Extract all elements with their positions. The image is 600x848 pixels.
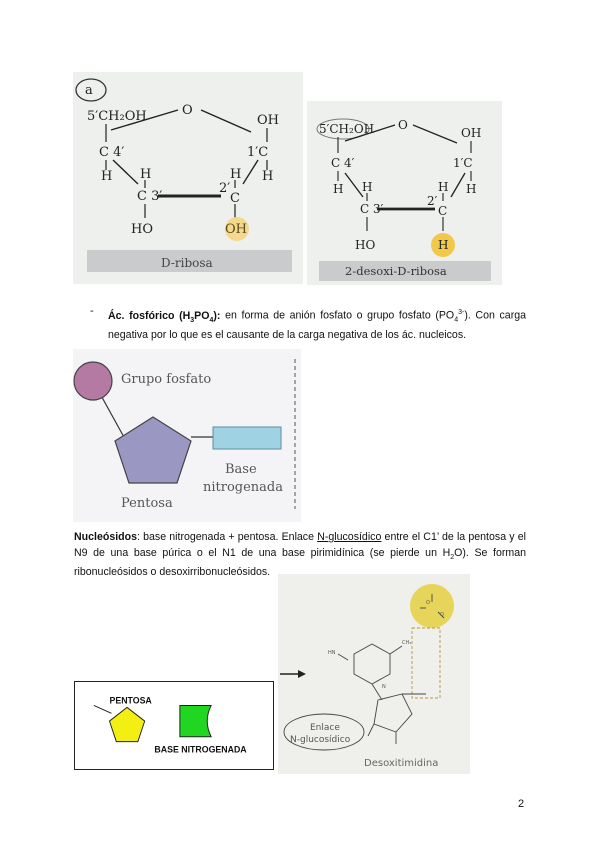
base-rectangle	[213, 427, 281, 449]
h-c3: H	[140, 167, 152, 182]
c4-label: C 4′	[99, 145, 125, 160]
c1-label-deoxy: 1′C	[453, 156, 473, 170]
c4-label-deoxy: C 4′	[331, 156, 355, 170]
h-c1-deoxy: H	[466, 182, 477, 196]
svg-text:O: O	[426, 600, 430, 606]
h-c4: H	[101, 169, 113, 184]
oh-top: OH	[257, 113, 279, 128]
h-c1: H	[262, 169, 274, 184]
ring-oxygen: O	[182, 103, 193, 118]
c2-carbon: C	[230, 191, 240, 206]
svg-text:N: N	[382, 684, 386, 690]
h-c2: H	[230, 167, 242, 182]
deoxythymidine-caption: Desoxitimidina	[364, 758, 439, 769]
c2-label-deoxy: 2′	[427, 194, 438, 208]
figure-legend-box	[74, 681, 274, 770]
deoxyribose-caption: 2-desoxi-D-ribosa	[345, 264, 447, 278]
c2-label: 2′	[219, 181, 231, 196]
base-label-1: Base	[225, 462, 257, 477]
oh-bottom: OH	[225, 222, 247, 237]
page-number: 2	[518, 798, 525, 810]
label-a: a	[85, 83, 93, 98]
phosphate-circle	[74, 362, 112, 400]
ho-label: HO	[131, 222, 153, 237]
c2-carbon-deoxy: C	[438, 204, 448, 218]
svg-text:HN: HN	[328, 650, 336, 656]
ribose-caption: D-ribosa	[161, 256, 213, 270]
svg-text:O: O	[440, 612, 444, 618]
pentose-label: Pentosa	[121, 496, 173, 511]
figure-nucleotide-schema	[73, 349, 301, 522]
oh-top-deoxy: OH	[461, 126, 482, 140]
nucleosides-term: Nucleósidos	[74, 531, 137, 543]
bullet-dash: -	[90, 305, 94, 317]
h-c4-deoxy: H	[333, 182, 344, 196]
phosphoric-paragraph: Ác. fosfórico $(H_3PO_4)$: en forma de anión fosfato o grupo fosfato $(PO_4^{3-})$. Con carga negativa por lo que es el causante de la carga negativa de los ác. nucleicos.	[108, 309, 527, 342]
bond-label-2: N-glucosídico	[290, 735, 351, 745]
pentose-legend-icon	[109, 707, 144, 741]
c1-label: 1′C	[247, 145, 269, 160]
n-glucosidic-term: N-glucosídico	[317, 531, 382, 543]
figure-ribose	[73, 72, 303, 284]
h-c2-deoxy: H	[438, 180, 449, 194]
figure-deoxyribose	[307, 101, 502, 285]
base-legend-label: BASE NITROGENADA	[154, 744, 247, 755]
c5-label-deoxy: 5′CH₂OH	[319, 122, 375, 136]
c5-label: 5′CH₂OH	[87, 109, 147, 124]
pentose-legend-label: PENTOSA	[109, 695, 152, 706]
nucleosides-paragraph: Nucleósidos: base nitrogenada + pentosa. Enlace N-glucosídico entre el C1’ de la pentosa y el N9 de una base púrica o el N1 de una base pirimidínica (se pierde un $H_2O$). Se forman ribonucleósidos o desoxirribonucleósidos.	[74, 531, 526, 579]
c3-label-deoxy: C 3′	[360, 202, 384, 216]
h-bottom-deoxy: H	[438, 238, 449, 252]
base-label-2: nitrogenada	[203, 480, 284, 495]
phosphate-label: Grupo fosfato	[121, 372, 212, 387]
bond-label-1: Enlace	[310, 723, 340, 733]
phosphoric-term: Ác. fosfórico $(H_3PO_4)$:	[108, 309, 221, 324]
h-c3-deoxy: H	[362, 180, 373, 194]
c3-label: C 3′	[137, 189, 163, 204]
ho-label-deoxy: HO	[355, 238, 376, 252]
ring-oxygen-deoxy: O	[398, 118, 408, 132]
svg-text:CH₃: CH₃	[402, 640, 412, 646]
figure-deoxythymidine	[278, 574, 470, 774]
phosphate-highlight	[410, 584, 454, 628]
base-legend-icon	[180, 705, 211, 736]
